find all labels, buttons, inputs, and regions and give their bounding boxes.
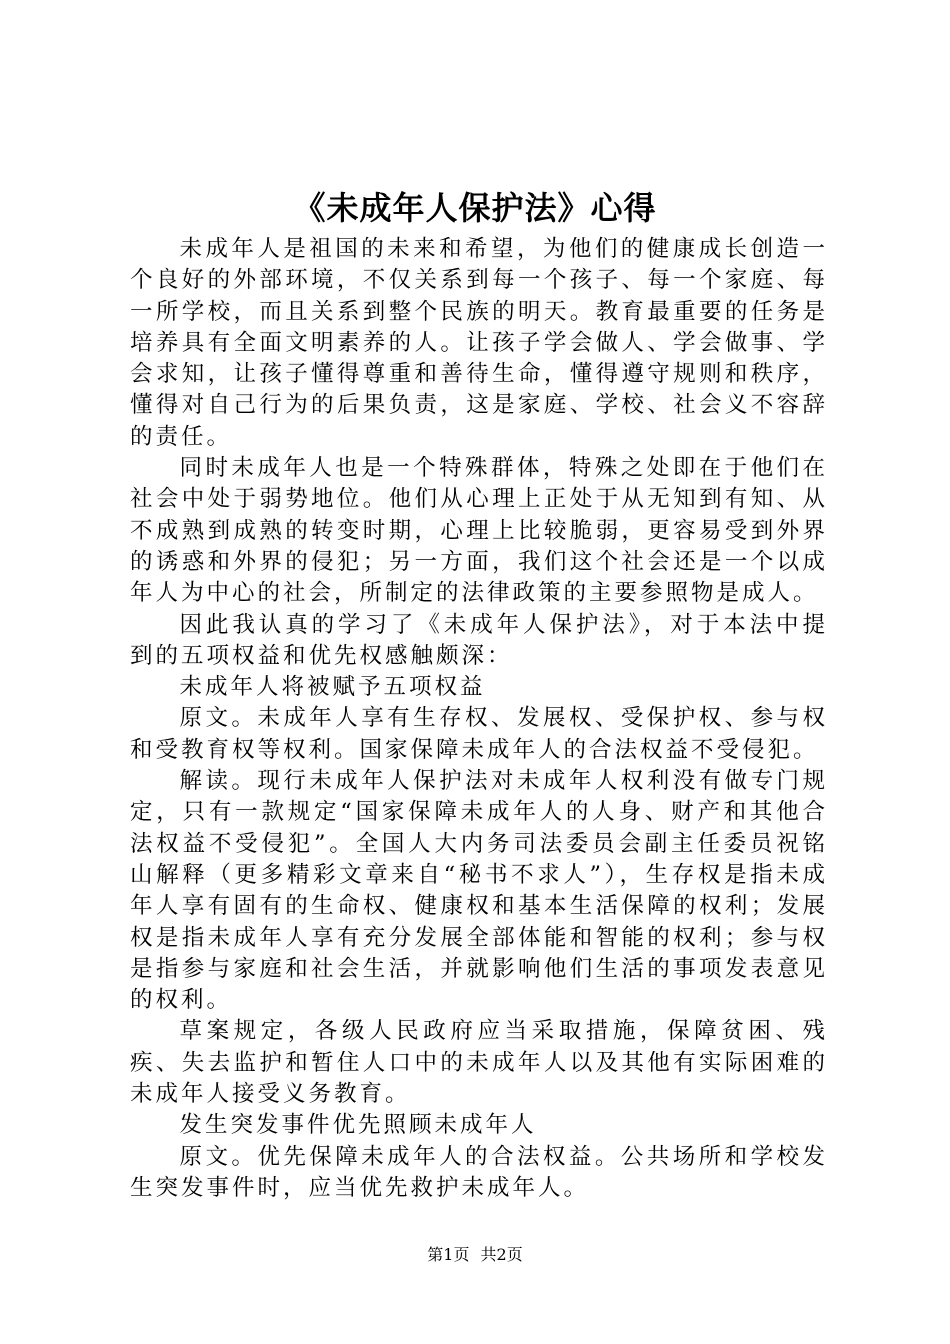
paragraph: 草案规定，各级人民政府应当采取措施，保障贫困、残疾、失去监护和暂住人口中的未成年人以及其他有实际困难的未成年人接受义务教育。: [130, 1018, 828, 1108]
section-heading: 发生突发事件优先照顾未成年人: [179, 1112, 537, 1139]
paragraph: 原文。未成年人享有生存权、发展权、受保护权、参与权和受教育权等权利。国家保障未成年人的合法权益不受侵犯。: [130, 705, 828, 763]
section-heading: 未成年人将被赋予五项权益: [179, 674, 486, 701]
page-footer: [0, 1244, 950, 1266]
paragraph: 因此我认真的学习了《未成年人保护法》，对于本法中提到的五项权益和优先权感触颇深：: [130, 611, 828, 669]
paragraph: 同时未成年人也是一个特殊群体，特殊之处即在于他们在社会中处于弱势地位。他们从心理上正处于从无知到有知、从不成熟到成熟的转变时期，心理上比较脆弱，更容易受到外界的诱惑和外界的侵犯；另一方面，我们这个社会还是一个以成年人为中心的社会，所制定的法律政策的主要参照物是成人。: [130, 455, 828, 607]
page-number-current: 第1页: [427, 1245, 470, 1264]
paragraph: 原文。优先保障未成年人的合法权益。公共场所和学校发生突发事件时，应当优先救护未成年人。: [130, 1143, 828, 1201]
paragraph: 未成年人是祖国的未来和希望，为他们的健康成长创造一个良好的外部环境，不仅关系到每一个孩子、每一个家庭、每一所学校，而且关系到整个民族的明天。教育最重要的任务是培养具有全面文明素养的人。让孩子学会做人、学会做事、学会求知，让孩子懂得尊重和善待生命，懂得遵守规则和秩序，懂得对自己行为的后果负责，这是家庭、学校、社会义不容辞的责任。: [130, 236, 828, 450]
document-title: 《未成年人保护法》心得: [293, 189, 657, 227]
document-body: [130, 234, 828, 1204]
paragraph: 解读。现行未成年人保护法对未成年人权利没有做专门规定，只有一款规定“国家保障未成年人的人身、财产和其他合法权益不受侵犯”。全国人大内务司法委员会副主任委员祝铭山解释（更多精彩文章来自“秘书不求人”），生存权是指未成年人享有固有的生命权、健康权和基本生活保障的权利；发展权是指未成年人享有充分发展全部体能和智能的权利；参与权是指参与家庭和社会生活，并就影响他们生活的事项发表意见的权利。: [130, 768, 828, 1014]
page-number-total: 共2页: [480, 1245, 523, 1264]
